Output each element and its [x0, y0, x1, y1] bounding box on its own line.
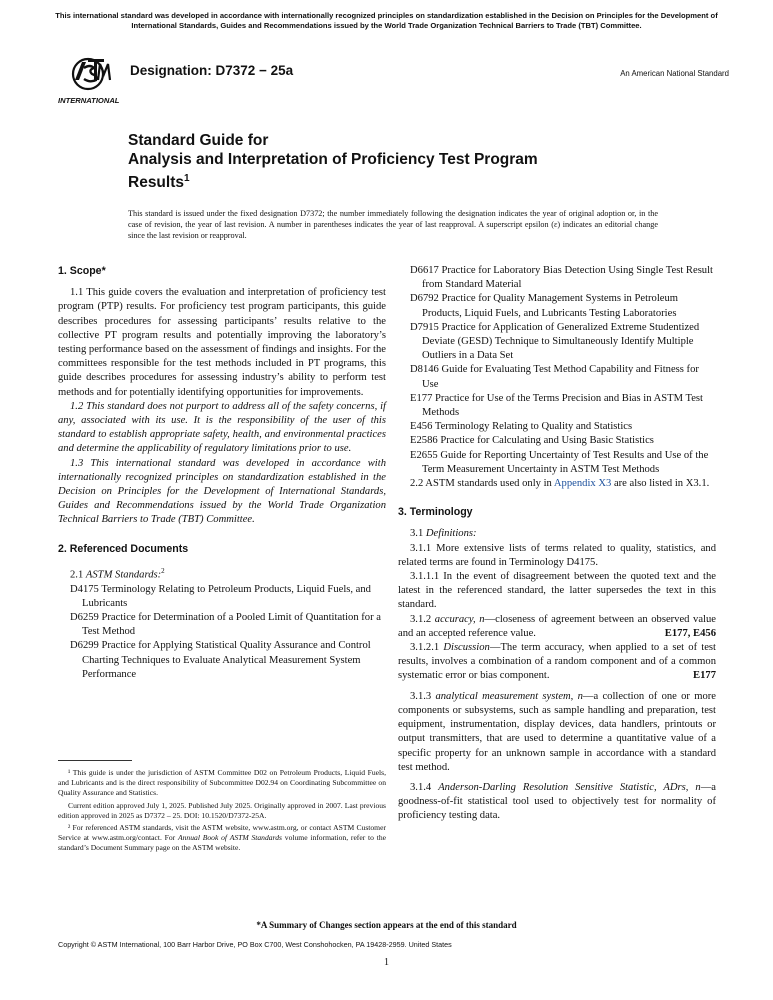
- reference-code[interactable]: D6792: [410, 293, 439, 305]
- title-line-1: Standard Guide for: [128, 132, 269, 149]
- reference-title: Practice for Use of the Terms Precision and Bias in ASTM Test Methods: [422, 392, 703, 419]
- paragraph-1-3: 1.3 This international standard was developed in accordance with internationally recognized principles on standardization established in the Decision on Principles for the Development of International Standards, Guides and Recommendations issued by the World Trade Organization Technical Barriers to Trade (TBT) Committee.: [58, 457, 386, 526]
- paragraph-3-1-1: 3.1.1 More extensive lists of terms related to quality, statistics, and related terms are found in Terminology D4175.: [398, 542, 716, 568]
- reference-item: [398, 392, 716, 420]
- page-number: 1: [384, 957, 389, 968]
- svg-text:INTERNATIONAL: INTERNATIONAL: [58, 96, 120, 105]
- section-referenced-heading: 2. Referenced Documents: [58, 542, 189, 555]
- reference-item: [398, 292, 716, 320]
- paragraph-3-1-3: 3.1.3 analytical measurement system, n—a collection of one or more components or subsystems, such as sample handling and preparation, test equipment, instrumentation, display devices, data handlers, printouts or output transmitters, that are used to determine a quantitative value of a specific property for an unknown sample in accordance with a standard test method.: [398, 690, 716, 773]
- title-line-2: Analysis and Interpretation of Proficiency Test Program: [128, 151, 538, 168]
- reference-item: [398, 434, 716, 448]
- national-standard-label: An American National Standard: [620, 69, 729, 78]
- copyright-line: Copyright © ASTM International, 100 Barr Harbor Drive, PO Box C700, West Conshohocken, PA 19428-2959. United States: [58, 940, 452, 949]
- title-line-3: Results$^1$: [128, 173, 190, 192]
- paragraph-3-1-4: 3.1.4 Anderson-Darling Resolution Sensitive Statistic, ADrs, n—a goodness-of-fit statistical tool used to objectively test for normality of proficiency testing data.: [398, 781, 716, 822]
- paragraph-3-1: 3.1 Definitions:: [410, 528, 477, 540]
- reference-title: Practice for Laboratory Bias Detection Using Single Test Result from Standard Material: [422, 265, 713, 291]
- reference-code[interactable]: D6259: [70, 612, 99, 623]
- reference-code[interactable]: D6617: [410, 265, 439, 276]
- reference-code[interactable]: E2655: [410, 449, 438, 461]
- reference-item: [58, 639, 386, 682]
- paragraph-3-1-1-1: 3.1.1.1 In the event of disagreement between the quoted text and the latest in the referenced standard, the latter supersedes the text in this standard.: [398, 571, 716, 611]
- appendix-x3-link[interactable]: Appendix X3: [553, 478, 612, 490]
- footnote-1: ¹ This guide is under the jurisdiction of ASTM Committee D02 on Petroleum Products, Liquid Fuels, and Lubricants and is the direct responsibility of Subcommittee D02.94 on Coordinating Subcommittee on Quality Assurance and Statistics.: [58, 768, 386, 798]
- reference-code[interactable]: E177: [410, 392, 433, 404]
- reference-title: Guide for Reporting Uncertainty of Test Results and Use of the Term Measurement Uncertainty in ASTM Test Methods: [422, 449, 709, 475]
- section-terminology-heading: 3. Terminology: [398, 506, 473, 519]
- reference-title: Practice for Applying Statistical Quality Assurance and Control Charting Techniques to Evaluate Analytical Measurement System Performance: [82, 640, 371, 680]
- reference-item: [398, 449, 716, 477]
- reference-item: [398, 264, 716, 292]
- summary-of-changes-note: *A Summary of Changes section appears at the end of this standard: [256, 920, 517, 930]
- paragraph-1-1: 1.1 This guide covers the evaluation and interpretation of proficiency test program (PTP) results. For proficiency test program participants, this guide describes procedures for assessing participants’ results relative to the collective PT program results and potentially improving the laboratory’s testing performance based on the assessment of findings and insights. For the committees responsible for the test methods included in PT programs, this guide describes procedures for assessing industry’s ability to perform test methods and for potentially identifying opportunities for improvements.: [58, 287, 386, 398]
- reference-list-left: [58, 583, 386, 682]
- paragraph-3-1-2: 3.1.2 accuracy, n—closeness of agreement between an observed value and an accepted reference value. E177, E456: [398, 613, 716, 639]
- reference-code[interactable]: D4175: [70, 583, 99, 595]
- reference-title: Practice for Quality Management Systems in Petroleum Products, Liquid Fuels, and Lubricants Testing Laboratories: [422, 293, 679, 319]
- footnote-2: ² For referenced ASTM standards, visit the ASTM website, www.astm.org, or contact ASTM Customer Service at www.astm.org/contact. For Annual Book of ASTM Standards volume information, refer to the standard’s Document Summary page on the ASTM website.: [58, 823, 387, 853]
- reference-item: [398, 363, 716, 391]
- reference-item: [58, 611, 386, 639]
- reference-title: Practice for Application of Generalized Extreme Studentized Deviate (GESD) Technique to Simultaneously Identify Multiple Outliers in a Data Set: [422, 321, 700, 362]
- astm-logo-icon: [58, 54, 122, 108]
- reference-title: Guide for Evaluating Test Method Capability and Fitness for Use: [422, 364, 699, 390]
- reference-title: Terminology Relating to Petroleum Products, Liquid Fuels, and Lubricants: [82, 583, 371, 609]
- reference-item: [398, 321, 716, 364]
- reference-code[interactable]: D8146: [410, 364, 439, 376]
- document-title: [128, 131, 688, 192]
- reference-item: [58, 583, 386, 611]
- fixed-designation-note: This standard is issued under the fixed designation D7372; the number immediately following the designation indicates the year of original adoption or, in the case of revision, the year of last revision. A number in parentheses indicates the year of last reapproval. A superscript epsilon (ε) indicates an editorial change since the last revision or reapproval.: [128, 209, 658, 240]
- reference-code[interactable]: E2586: [410, 435, 438, 447]
- reference-code[interactable]: E456: [410, 421, 433, 433]
- footnotes: [58, 768, 386, 856]
- designation: Designation: D7372 − 25a: [130, 63, 294, 78]
- section-scope-heading: 1. Scope*: [58, 265, 106, 277]
- paragraph-2-1: 2.1 ASTM Standards:$^2$: [70, 566, 165, 581]
- paragraph-3-1-2-1: 3.1.2.1 Discussion—The term accuracy, when applied to a set of test results, involves a combination of a random component and of a common systematic error or bias component. E177: [398, 642, 717, 682]
- paragraph-2-2: 2.2 ASTM standards used only in Appendix X3 are also listed in X3.1.: [410, 478, 710, 490]
- reference-title: Practice for Determination of a Pooled Limit of Quantitation for a Test Method: [82, 612, 381, 638]
- reference-title: Terminology Relating to Quality and Statistics: [434, 421, 633, 433]
- footnote-divider: [58, 760, 132, 761]
- top-notice: This international standard was developed in accordance with internationally recognized principles on standardization established in the Decision on Principles for the Development of International Standards, Guides and Recommendations issued by the World Trade Organization Technical Barriers to Trade (TBT) Committee.: [55, 11, 718, 30]
- reference-title: Practice for Calculating and Using Basic Statistics: [440, 435, 654, 447]
- right-column: [398, 264, 716, 824]
- paragraph-1-2: 1.2 This standard does not purport to address all of the safety concerns, if any, associated with its use. It is the responsibility of the user of this standard to establish appropriate safety, health, and environmental practices and determine the applicability of regulatory limitations prior to use.: [58, 400, 386, 455]
- reference-code[interactable]: D6299: [70, 640, 99, 652]
- footnote-1-edition: Current edition approved July 1, 2025. Published July 2025. Originally approved in 2007. Last previous edition approved in 2025 as D7372 – 25. DOI: 10.1520/D7372-25A.: [58, 800, 386, 820]
- left-column: [58, 264, 386, 682]
- reference-item: [398, 420, 716, 434]
- reference-list-right: [398, 264, 716, 477]
- reference-code[interactable]: D7915: [410, 321, 439, 333]
